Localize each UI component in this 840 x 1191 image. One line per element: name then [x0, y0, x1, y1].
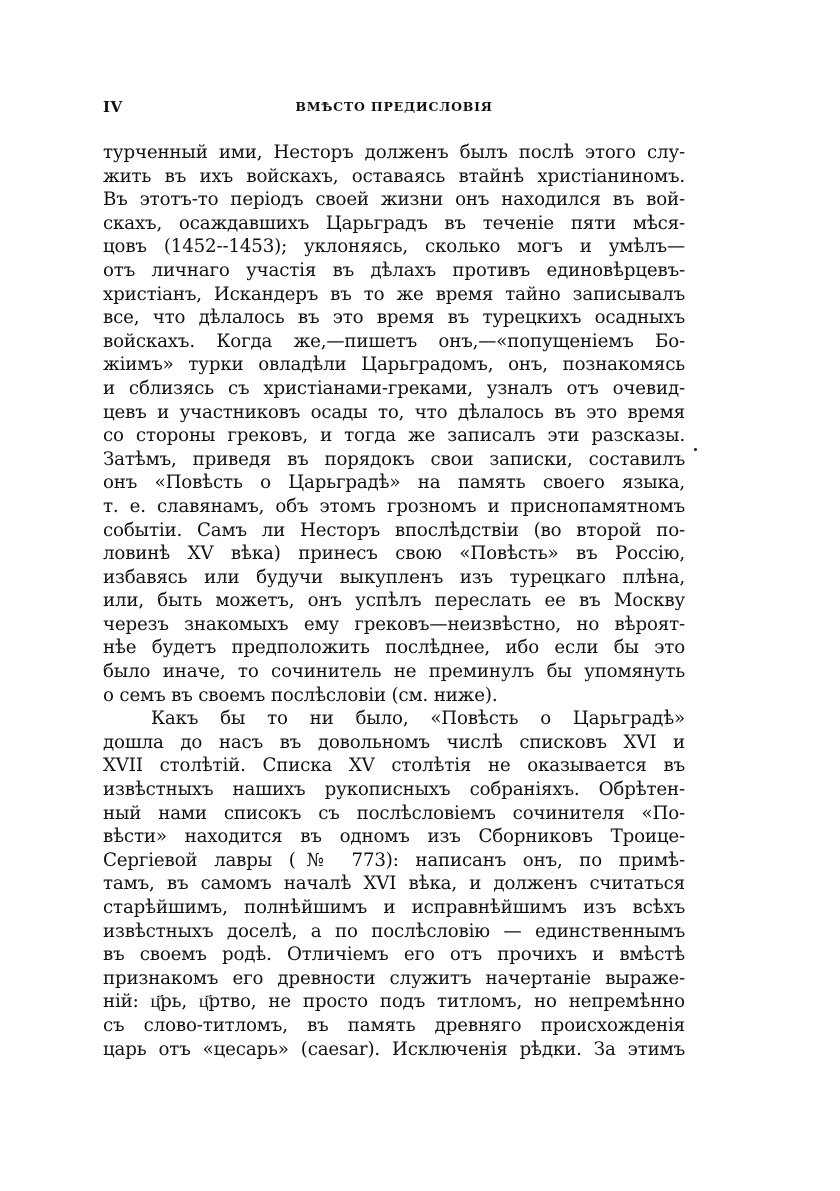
- text-line: было иначе, то сочинитель не преминулъ бы упомянуть: [103, 661, 685, 683]
- text-line: жіимъ» турки овладѣли Царьградомъ, онъ, познакомясь: [103, 354, 685, 376]
- text-line: Въ этотъ-то періодъ своей жизни онъ находился въ вой-: [103, 189, 685, 211]
- text-line: и сблизясь съ христіанами-греками, узналъ отъ очевид-: [103, 377, 685, 399]
- text-line: извѣстныхъ доселѣ, а по послѣсловію — единственнымъ: [103, 920, 685, 942]
- text-line: жить въ ихъ войскахъ, оставаясь втайнѣ христіаниномъ.: [103, 165, 685, 187]
- text-line: извѣстныхъ нашихъ рукописныхъ собраніяхъ. Обрѣтен-: [103, 779, 685, 801]
- page-number: IV: [103, 98, 123, 116]
- text-line: нѣе будетъ предположить послѣднее, ибо если бы это: [103, 637, 685, 659]
- text-line: событіи. Самъ ли Несторъ впослѣдствіи (во второй по-: [103, 519, 685, 541]
- paragraph-1: [103, 141, 685, 707]
- running-title: ВМѢСТО ПРЕДИСЛОВІЯ: [295, 99, 493, 114]
- running-head: [103, 98, 685, 120]
- paragraph-2: [103, 707, 685, 1061]
- text-line: со стороны грековъ, и тогда же записалъ эти разсказы.: [103, 425, 685, 447]
- text-line: старѣйшимъ, полнѣйшимъ и исправнѣйшимъ изъ всѣхъ: [103, 897, 685, 918]
- text-line: о семъ въ своемъ послѣсловіи (см. ниже).: [103, 684, 498, 706]
- text-line: ній: ц҃рь, ц҃ртво, не просто подъ титломъ, но непремѣнно: [103, 991, 685, 1013]
- text-line: христіанъ, Искандеръ въ то же время тайно записывалъ: [103, 283, 685, 305]
- body-text: [103, 141, 685, 1061]
- text-line: турченный ими, Несторъ долженъ былъ послѣ этого слу-: [103, 142, 685, 163]
- text-line: вѣсти» находится въ одномъ изъ Сборниковъ Троице-: [103, 826, 685, 848]
- text-line: или, быть можетъ, онъ успѣлъ переслать ее въ Москву: [103, 590, 685, 612]
- ink-speck: [694, 448, 697, 451]
- text-line: цевъ и участниковъ осады то, что дѣлалось въ это время: [103, 401, 685, 423]
- text-line: онъ «Повѣсть о Царьградѣ» на память своего языка,: [103, 472, 685, 494]
- text-line: съ слово-титломъ, въ память древняго происхожденія: [103, 1014, 685, 1036]
- text-line: дошла до насъ въ довольномъ числѣ списковъ XVI и: [103, 731, 685, 753]
- text-line: тамъ, въ самомъ началѣ XVI вѣка, и долженъ считаться: [103, 873, 685, 895]
- text-line: царь отъ «цесарь» (caesar). Исключенія рѣдки. За этимъ: [103, 1038, 685, 1060]
- text-line: избавясь или будучи выкупленъ изъ турецкаго плѣна,: [103, 566, 685, 588]
- text-line: скахъ, осаждавшихъ Царьградъ въ теченіе пяти мѣся-: [103, 212, 685, 234]
- text-line: войскахъ. Когда же,—пишетъ онъ,—«попущеніемъ Бо-: [103, 330, 685, 352]
- text-line: въ своемъ родѣ. Отличіемъ его отъ прочихъ и вмѣстѣ: [103, 944, 685, 966]
- text-line: ный нами списокъ съ послѣсловіемъ сочинителя «По-: [103, 802, 685, 824]
- text-line: т. е. славянамъ, объ этомъ грозномъ и приснопамятномъ: [103, 495, 685, 517]
- text-line: XVII столѣтій. Списка XV столѣтія не оказывается въ: [103, 755, 685, 777]
- text-line: отъ личнаго участія въ дѣлахъ противъ единовѣрцевъ-: [103, 259, 685, 281]
- text-line: все, что дѣлалось въ это время въ турецкихъ осадныхъ: [103, 307, 685, 329]
- text-line: черезъ знакомыхъ ему грековъ—неизвѣстно, но вѣроят-: [103, 613, 685, 635]
- text-line: цовъ (1452--1453); уклоняясь, сколько могъ и умѣлъ—: [103, 236, 685, 258]
- text-line: признакомъ его древности служитъ начертаніе выраже-: [103, 967, 685, 989]
- text-line: Затѣмъ, приведя въ порядокъ свои записки, составилъ: [103, 448, 685, 470]
- text-line: ловинѣ XV вѣка) принесъ свою «Повѣсть» въ Россію,: [103, 543, 685, 565]
- text-line: Какъ бы то ни было, «Повѣсть о Царьградѣ»: [151, 708, 685, 730]
- text-line: Сергіевой лавры (№ 773): написанъ онъ, по примѣ-: [103, 849, 685, 871]
